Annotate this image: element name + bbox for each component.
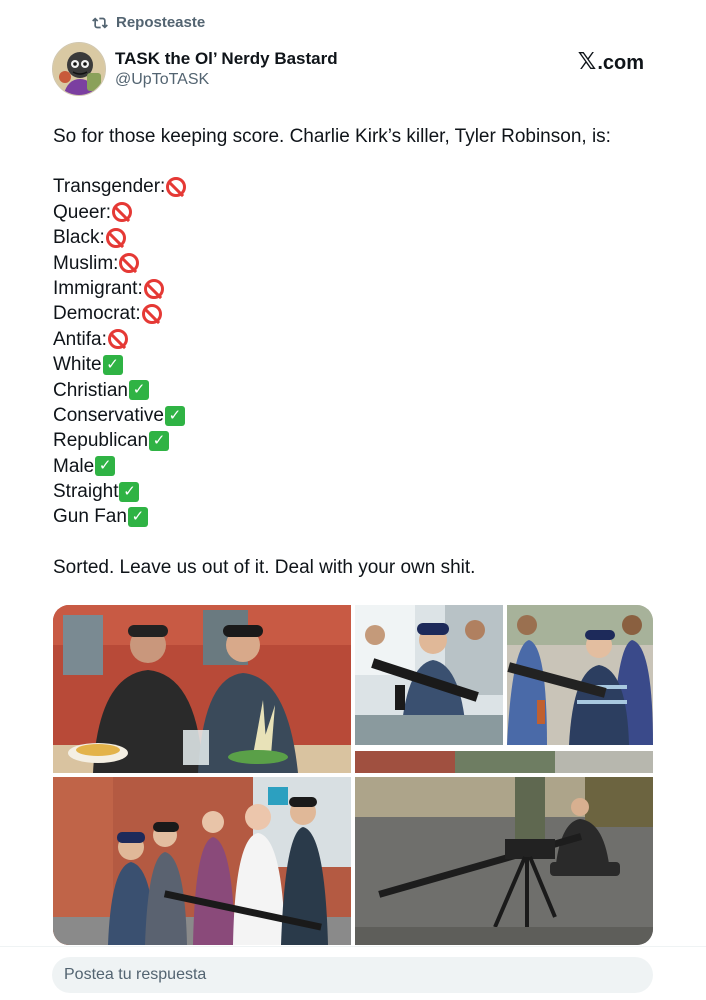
- repost-icon: [92, 15, 108, 31]
- x-icon: 𝕏: [577, 48, 597, 74]
- checklist-item-label: Straight: [53, 481, 119, 503]
- checklist-item-label: Queer:: [53, 201, 112, 223]
- repost-label: Reposteaste: [116, 14, 206, 31]
- prohibited-icon: [112, 202, 132, 222]
- rifle-boy-photo-1[interactable]: [355, 605, 503, 745]
- check-mark-icon: ✓: [165, 406, 185, 426]
- check-mark-icon: ✓: [129, 380, 149, 400]
- checklist: [53, 174, 653, 529]
- reply-input[interactable]: [52, 957, 653, 993]
- display-name[interactable]: TASK the Ol’ Nerdy Bastard: [115, 49, 338, 68]
- checklist-item: [53, 479, 653, 504]
- checklist-item: [53, 174, 653, 199]
- check-mark-icon: ✓: [95, 456, 115, 476]
- checklist-item: [53, 428, 653, 453]
- prohibited-icon: [142, 304, 162, 324]
- checklist-item-label: White: [53, 354, 102, 376]
- checklist-item-label: Democrat:: [53, 303, 141, 325]
- checklist-item-label: Black:: [53, 227, 105, 249]
- prohibited-icon: [144, 279, 164, 299]
- checklist-item: [53, 454, 653, 479]
- checklist-item: [53, 378, 653, 403]
- prohibited-icon: [119, 253, 139, 273]
- x-logo[interactable]: [578, 48, 644, 75]
- tweet-author[interactable]: [52, 42, 338, 96]
- checklist-item-label: Muslim:: [53, 252, 119, 274]
- tweet-intro: So for those keeping score. Charlie Kirk’s killer, Tyler Robinson, is:: [53, 126, 611, 147]
- checklist-item: [53, 403, 653, 428]
- group-photo[interactable]: [53, 777, 351, 945]
- rifle-boy-photo-2[interactable]: [507, 605, 653, 745]
- checklist-item-label: Christian: [53, 379, 128, 401]
- checklist-item: [53, 251, 653, 276]
- checklist-item-label: Transgender:: [53, 176, 166, 198]
- restaurant-photo[interactable]: [53, 605, 351, 773]
- x-domain: .com: [597, 52, 644, 74]
- check-mark-icon: ✓: [149, 431, 169, 451]
- repost-indicator: [92, 14, 205, 31]
- checklist-item: [53, 504, 653, 529]
- avatar[interactable]: [52, 42, 106, 96]
- machine-gun-photo[interactable]: [355, 777, 653, 945]
- checklist-item-label: Antifa:: [53, 328, 107, 350]
- checklist-item: [53, 352, 653, 377]
- prohibited-icon: [106, 228, 126, 248]
- photo-strip[interactable]: [355, 749, 653, 773]
- tweet-outro: Sorted. Leave us out of it. Deal with your own shit.: [53, 556, 476, 578]
- media-grid[interactable]: [53, 605, 653, 945]
- reply-bar: [0, 946, 706, 1000]
- checklist-item-label: Gun Fan: [53, 506, 127, 528]
- check-mark-icon: ✓: [128, 507, 148, 527]
- user-handle[interactable]: @UpToTASK: [115, 71, 210, 88]
- checklist-item: [53, 225, 653, 250]
- checklist-item-label: Immigrant:: [53, 277, 143, 299]
- tweet-text: [53, 124, 653, 580]
- checklist-item-label: Conservative: [53, 404, 164, 426]
- checklist-item: [53, 327, 653, 352]
- prohibited-icon: [166, 177, 186, 197]
- check-mark-icon: ✓: [103, 355, 123, 375]
- checklist-item-label: Republican: [53, 430, 149, 452]
- checklist-item-label: Male: [53, 455, 95, 477]
- checklist-item: [53, 276, 653, 301]
- checklist-item: [53, 301, 653, 326]
- check-mark-icon: ✓: [119, 482, 139, 502]
- prohibited-icon: [108, 329, 128, 349]
- checklist-item: [53, 200, 653, 225]
